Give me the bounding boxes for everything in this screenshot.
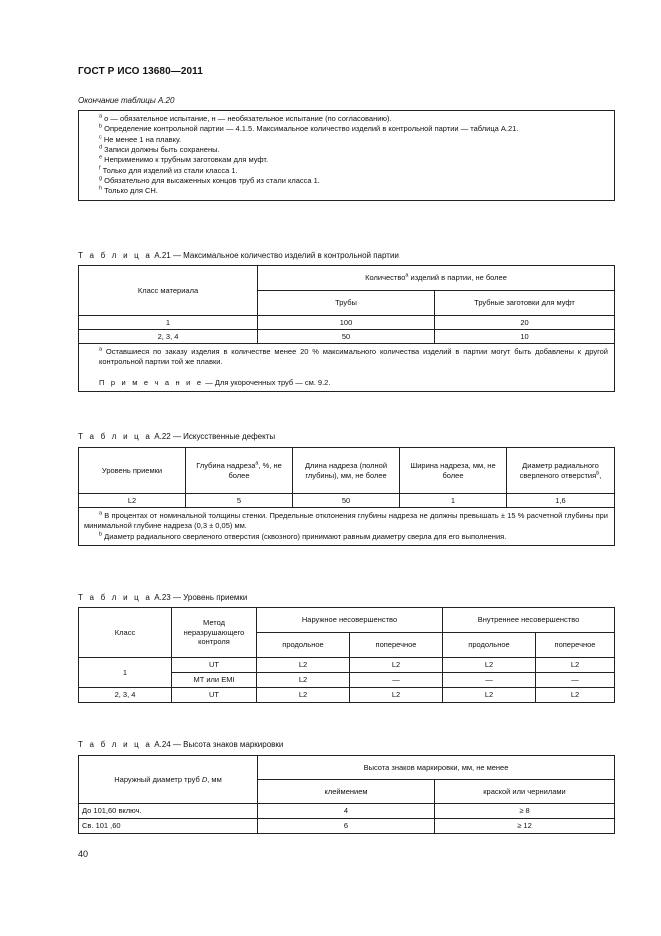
cell-value: — xyxy=(443,673,536,688)
cell-diameter: 1,6 xyxy=(507,494,615,508)
footnote-item: $^e$ Неприменимо к трубным заготовкам для муфт. xyxy=(99,154,269,165)
document-header: ГОСТ Р ИСО 13680—2011 xyxy=(78,66,203,77)
cell-value: L2 xyxy=(536,658,615,673)
table-a21-title xyxy=(78,251,399,260)
footnote-item: $^h$ Только для СН. xyxy=(99,185,158,196)
table-a23-title xyxy=(78,593,247,602)
cell-value: L2 xyxy=(350,658,443,673)
col-header-ext-transverse: поперечное xyxy=(350,633,443,658)
cell-class: 1 xyxy=(79,658,172,688)
col-header-quantity: Количество$^a$ изделий в партии, не более xyxy=(258,266,615,291)
col-header-stamping: клеймением xyxy=(258,780,435,804)
cell-blanks: 20 xyxy=(435,316,615,330)
footnote-item: $^c$ Не менее 1 на плавку. xyxy=(99,134,182,144)
footnote-item: $^d$ Записи должны быть сохранены. xyxy=(99,144,220,155)
cell-value: L2 xyxy=(350,688,443,703)
footnote-item: $^f$ Только для изделий из стали класса 1. xyxy=(99,165,238,175)
table-a24-label: Т а б л и ц а xyxy=(78,740,153,749)
cell-width: 1 xyxy=(400,494,507,508)
cell-diameter: Св. 101 ,60 xyxy=(79,819,258,834)
cell-pipes: 100 xyxy=(258,316,435,330)
table-a21-label: Т а б л и ц а xyxy=(78,251,153,260)
cell-length: 50 xyxy=(293,494,400,508)
table-row xyxy=(79,688,615,703)
cell-blanks: 10 xyxy=(435,330,615,344)
cell-method: UT xyxy=(172,688,257,703)
table-row xyxy=(79,494,615,508)
table-a21 xyxy=(78,265,615,392)
cell-diameter: До 101,60 включ. xyxy=(79,804,258,819)
col-header-ext-longitudinal: продольное xyxy=(257,633,350,658)
table-a22-label: Т а б л и ц а xyxy=(78,432,153,441)
col-header-notch-depth: Глубина надреза$^a$, %, не более xyxy=(186,448,293,494)
cell-class: 2, 3, 4 xyxy=(79,688,172,703)
col-header-material-class: Класс материала xyxy=(79,266,258,316)
col-header-class: Класс xyxy=(79,608,172,658)
cell-value: — xyxy=(350,673,443,688)
table-row xyxy=(79,316,615,330)
col-header-int-transverse: поперечное xyxy=(536,633,615,658)
table-a20-notes xyxy=(78,110,615,201)
cell-pipes: 50 xyxy=(258,330,435,344)
table-a23-title-text: А.23 — Уровень приемки xyxy=(154,593,248,602)
footnote-item: $^a$ о — обязательное испытание, н — необязательное испытание (по согласованию). xyxy=(99,113,392,123)
cell-value: L2 xyxy=(443,688,536,703)
cell-method: МТ или EMI xyxy=(172,673,257,688)
table-a20-footnotes xyxy=(79,111,615,201)
table-a22-footnotes: $^a$ В процентах от номинальной толщины стенки. Предельные отклонения глубины надреза не должны превышать ± 15 % расчетной глубины при минимальной глубине надреза (0,3 ± 0,05) мм. $^b$ Диаметр радиального сверленого отверстия (сквозного) принимают равным диаметру сверла для его выполнения. xyxy=(79,508,615,546)
cell-value: L2 xyxy=(443,658,536,673)
footnote-item: $^b$ Определение контрольной партии — 4.1.5. Максимальное количество изделий в контрольной партии — таблица А.21. xyxy=(99,123,519,134)
cell-value: L2 xyxy=(257,658,350,673)
table-row xyxy=(79,658,615,673)
table-row xyxy=(79,819,615,834)
col-header-internal: Внутреннее несовершенство xyxy=(443,608,615,633)
cell-ink-height: ≥ 8 xyxy=(435,804,615,819)
cell-level: L2 xyxy=(79,494,186,508)
table-a24-title xyxy=(78,740,283,749)
table-a22-title-text: А.22 — Искусственные дефекты xyxy=(154,432,276,441)
table-a24-title-text: А.24 — Высота знаков маркировки xyxy=(154,740,284,749)
col-header-paint-ink: краской или чернилами xyxy=(435,780,615,804)
table-a21-remark: П р и м е ч а н и е — Для укороченных труб — см. 9.2. xyxy=(99,377,331,387)
col-header-notch-length: Длина надреза (полной глубины), мм, не более xyxy=(293,448,400,494)
footnote-item: $^g$ Обязательно для высаженных концов труб из стали класса 1. xyxy=(99,175,320,186)
cell-stamp-height: 4 xyxy=(258,804,435,819)
col-header-notch-width: Ширина надреза, мм, не более xyxy=(400,448,507,494)
col-header-coupling-blanks: Трубные заготовки для муфт xyxy=(435,291,615,316)
cell-stamp-height: 6 xyxy=(258,819,435,834)
page-number: 40 xyxy=(78,849,89,859)
cell-value: L2 xyxy=(257,688,350,703)
col-header-acceptance-level: Уровень приемки xyxy=(79,448,186,494)
col-header-outer-diameter: Наружный диаметр труб D, мм xyxy=(79,756,258,804)
col-header-int-longitudinal: продольное xyxy=(443,633,536,658)
col-header-pipes: Трубы xyxy=(258,291,435,316)
cell-class: 2, 3, 4 xyxy=(79,330,258,344)
col-header-ndt-method: Метод неразрушающего контроля xyxy=(172,608,257,658)
table-a23-label: Т а б л и ц а xyxy=(78,593,153,602)
table-a21-footnote: $^a$ Оставшиеся по заказу изделия в количестве менее 20 % максимального количества изделий в партии могут быть добавлены к другой контрольной партии той же плавки. П р и м е ч а н и е — Для укороченных труб — см. 9.2. xyxy=(79,344,615,392)
col-header-hole-diameter: Диаметр радиального сверленого отверстия$^b$, xyxy=(507,448,615,494)
cell-value: L2 xyxy=(257,673,350,688)
table-a21-title-text: А.21 — Максимальное количество изделий в контрольной партии xyxy=(154,251,399,260)
cell-depth: 5 xyxy=(186,494,293,508)
table-a23 xyxy=(78,607,615,703)
cell-method: UT xyxy=(172,658,257,673)
cell-class: 1 xyxy=(79,316,258,330)
table-a22-title xyxy=(78,432,275,441)
table-a22 xyxy=(78,447,615,546)
table-row xyxy=(79,330,615,344)
table-a24 xyxy=(78,755,615,834)
cell-ink-height: ≥ 12 xyxy=(435,819,615,834)
cell-value: — xyxy=(536,673,615,688)
table-row xyxy=(79,804,615,819)
col-header-marking-height: Высота знаков маркировки, мм, не менее xyxy=(258,756,615,780)
table-a20-caption: Окончание таблицы А.20 xyxy=(78,96,175,105)
col-header-external: Наружное несовершенство xyxy=(257,608,443,633)
cell-value: L2 xyxy=(536,688,615,703)
